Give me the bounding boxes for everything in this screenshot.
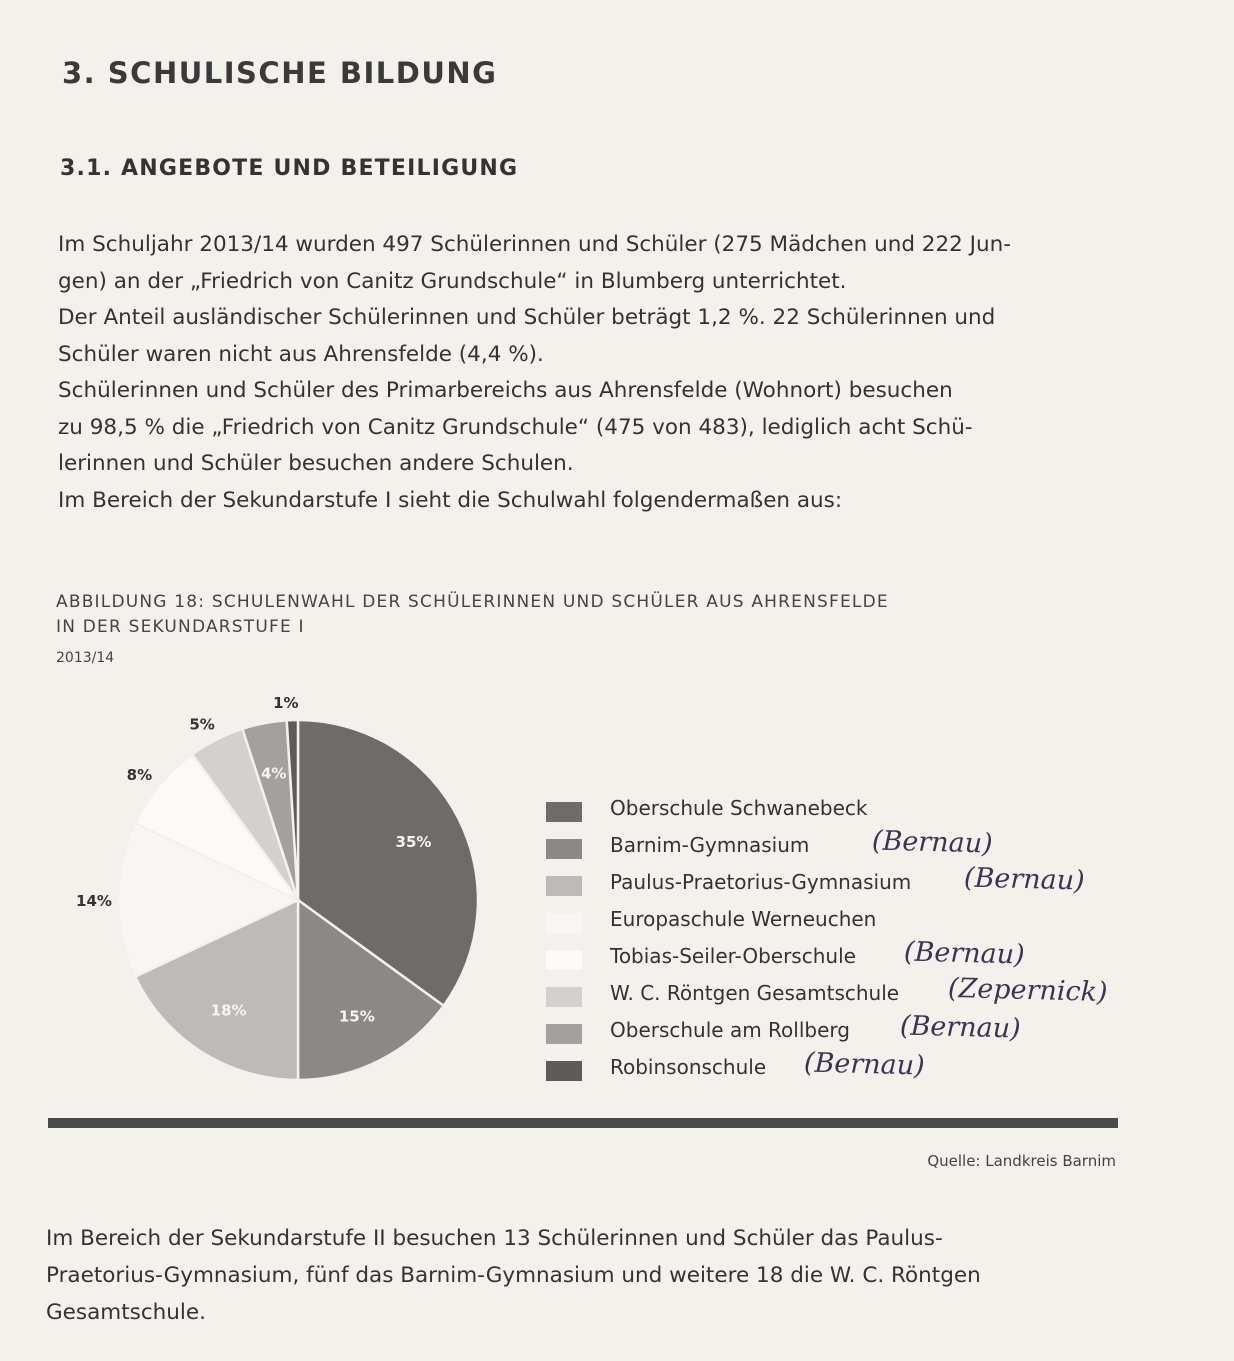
intro-line: Im Bereich der Sekundarstufe I sieht die Schulwahl folgendermaßen aus:	[58, 487, 843, 513]
legend-label: Europaschule Werneuchen	[610, 907, 877, 931]
legend-swatch	[546, 987, 582, 1007]
intro-line: lerinnen und Schüler besuchen andere Schulen.	[58, 451, 574, 476]
figure-source: Quelle: Landkreis Barnim	[927, 1152, 1116, 1170]
legend-item	[546, 1047, 1186, 1092]
slice-label: 5%	[189, 715, 215, 734]
figure-title	[56, 590, 1036, 640]
intro-line: zu 98,5 % die „Friedrich von Canitz Grundschule“ (475 von 483), lediglich acht Schü-	[58, 414, 973, 440]
outro-line: Gesamtschule.	[46, 1300, 206, 1325]
legend-swatch	[546, 913, 582, 933]
intro-line: Schülerinnen und Schüler des Primarbereichs aus Ahrensfelde (Wohnort) besuchen	[58, 378, 953, 403]
intro-line: Schüler waren nicht aus Ahrensfelde (4,4 %).	[58, 341, 544, 367]
legend-label: Tobias-Seiler-Oberschule	[610, 944, 856, 968]
legend-swatch	[546, 1061, 582, 1081]
slice-label: 15%	[338, 1007, 375, 1026]
intro-line: Der Anteil ausländischer Schülerinnen und Schüler beträgt 1,2 %. 22 Schülerinnen und	[58, 305, 996, 330]
intro-paragraph	[58, 227, 1138, 519]
slice-label: 8%	[126, 765, 153, 784]
section-heading: 3. SCHULISCHE BILDUNG	[62, 56, 498, 90]
legend-swatch	[546, 802, 582, 822]
figure-title-line: ABBILDUNG 18: SCHULENWAHL DER SCHÜLERINNEN UND SCHÜLER AUS AHRENSFELDE	[56, 592, 889, 612]
slice-label: 14%	[76, 892, 112, 910]
legend-label: Barnim-Gymnasium	[610, 833, 810, 857]
figure-title-line: IN DER SEKUNDARSTUFE I	[56, 617, 305, 637]
intro-line: gen) an der „Friedrich von Canitz Grundschule“ in Blumberg unterrichtet.	[58, 268, 847, 294]
chart-legend	[546, 796, 1186, 1092]
legend-label: Oberschule Schwanebeck	[610, 796, 868, 820]
outro-line: Praetorius-Gymnasium, fünf das Barnim-Gymnasium und weitere 18 die W. C. Röntgen	[46, 1263, 981, 1288]
slice-label: 18%	[210, 1001, 247, 1020]
legend-label: Paulus-Praetorius-Gymnasium	[610, 870, 912, 894]
slice-label: 4%	[260, 764, 287, 783]
legend-swatch	[546, 839, 582, 859]
handwritten-note: (Bernau)	[963, 862, 1086, 897]
slice-label: 1%	[273, 694, 299, 713]
legend-item	[546, 825, 1186, 870]
handwritten-note: (Bernau)	[899, 1010, 1022, 1045]
legend-item	[546, 907, 1186, 944]
figure-divider	[48, 1118, 1118, 1128]
legend-item	[546, 796, 1186, 833]
intro-line: Im Schuljahr 2013/14 wurden 497 Schülerinnen und Schüler (275 Mädchen und 222 Jun-	[58, 232, 1012, 257]
handwritten-note: (Bernau)	[871, 825, 994, 860]
handwritten-note: (Zepernick)	[947, 972, 1108, 1009]
subsection-heading: 3.1. ANGEBOTE UND BETEILIGUNG	[60, 156, 519, 181]
legend-swatch	[546, 876, 582, 896]
legend-label: Oberschule am Rollberg	[610, 1018, 850, 1042]
handwritten-note: (Bernau)	[903, 936, 1026, 971]
outro-paragraph	[46, 1220, 1126, 1331]
legend-swatch	[546, 950, 582, 970]
figure-year: 2013/14	[56, 650, 115, 666]
legend-label: Robinsonschule	[610, 1055, 767, 1079]
legend-item	[546, 862, 1186, 907]
legend-item	[546, 936, 1186, 981]
pie-chart	[76, 690, 460, 1090]
handwritten-note: (Bernau)	[803, 1047, 926, 1082]
outro-line: Im Bereich der Sekundarstufe II besuchen 13 Schülerinnen und Schüler das Paulus-	[46, 1226, 943, 1251]
slice-label: 35%	[395, 833, 432, 852]
legend-item	[546, 972, 1186, 1018]
legend-swatch	[546, 1024, 582, 1044]
legend-label: W. C. Röntgen Gesamtschule	[610, 981, 900, 1005]
